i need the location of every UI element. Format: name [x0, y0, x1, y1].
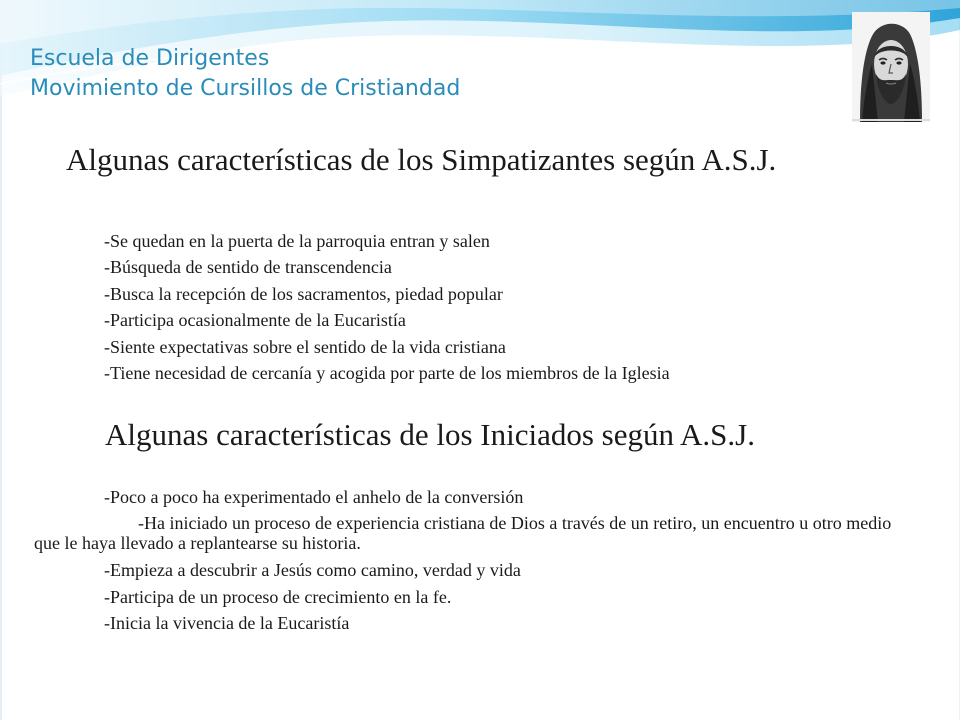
- list-item: -Ha iniciado un proceso de experiencia cristiana de Dios a través de un retiro, un encuentro u otro medio que le haya llevado a replantearse su historia.: [34, 513, 892, 554]
- list-item: -Búsqueda de sentido de transcendencia: [104, 257, 392, 278]
- list-item: -Inicia la vivencia de la Eucaristía: [104, 613, 350, 634]
- section-title-simpatizantes: Algunas características de los Simpatizantes según A.S.J.: [66, 142, 777, 177]
- list-item: -Participa de un proceso de crecimiento en la fe.: [104, 586, 452, 607]
- header-line-movement: Movimiento de Cursillos de Cristiandad: [30, 76, 461, 101]
- list-item: -Empieza a descubrir a Jesús como camino, verdad y vida: [104, 560, 521, 581]
- jesus-portrait-icon: [852, 12, 930, 122]
- list-item: -Se quedan en la puerta de la parroquia entran y salen: [104, 231, 490, 251]
- list-item: -Busca la recepción de los sacramentos, piedad popular: [104, 283, 503, 304]
- simpatizantes-list: [0, 228, 670, 386]
- list-item: -Participa ocasionalmente de la Eucaristía: [104, 310, 406, 331]
- iniciados-list: [0, 484, 892, 637]
- list-item: -Poco a poco ha experimentado el anhelo de la conversión: [104, 487, 524, 507]
- list-item: -Tiene necesidad de cercanía y acogida por parte de los miembros de la Iglesia: [104, 363, 670, 384]
- section-title-iniciados: Algunas características de los Iniciados según A.S.J.: [105, 417, 755, 452]
- list-item: -Siente expectativas sobre el sentido de la vida cristiana: [104, 336, 506, 357]
- header-title: [30, 44, 460, 104]
- header-line-school: Escuela de Dirigentes: [30, 46, 270, 71]
